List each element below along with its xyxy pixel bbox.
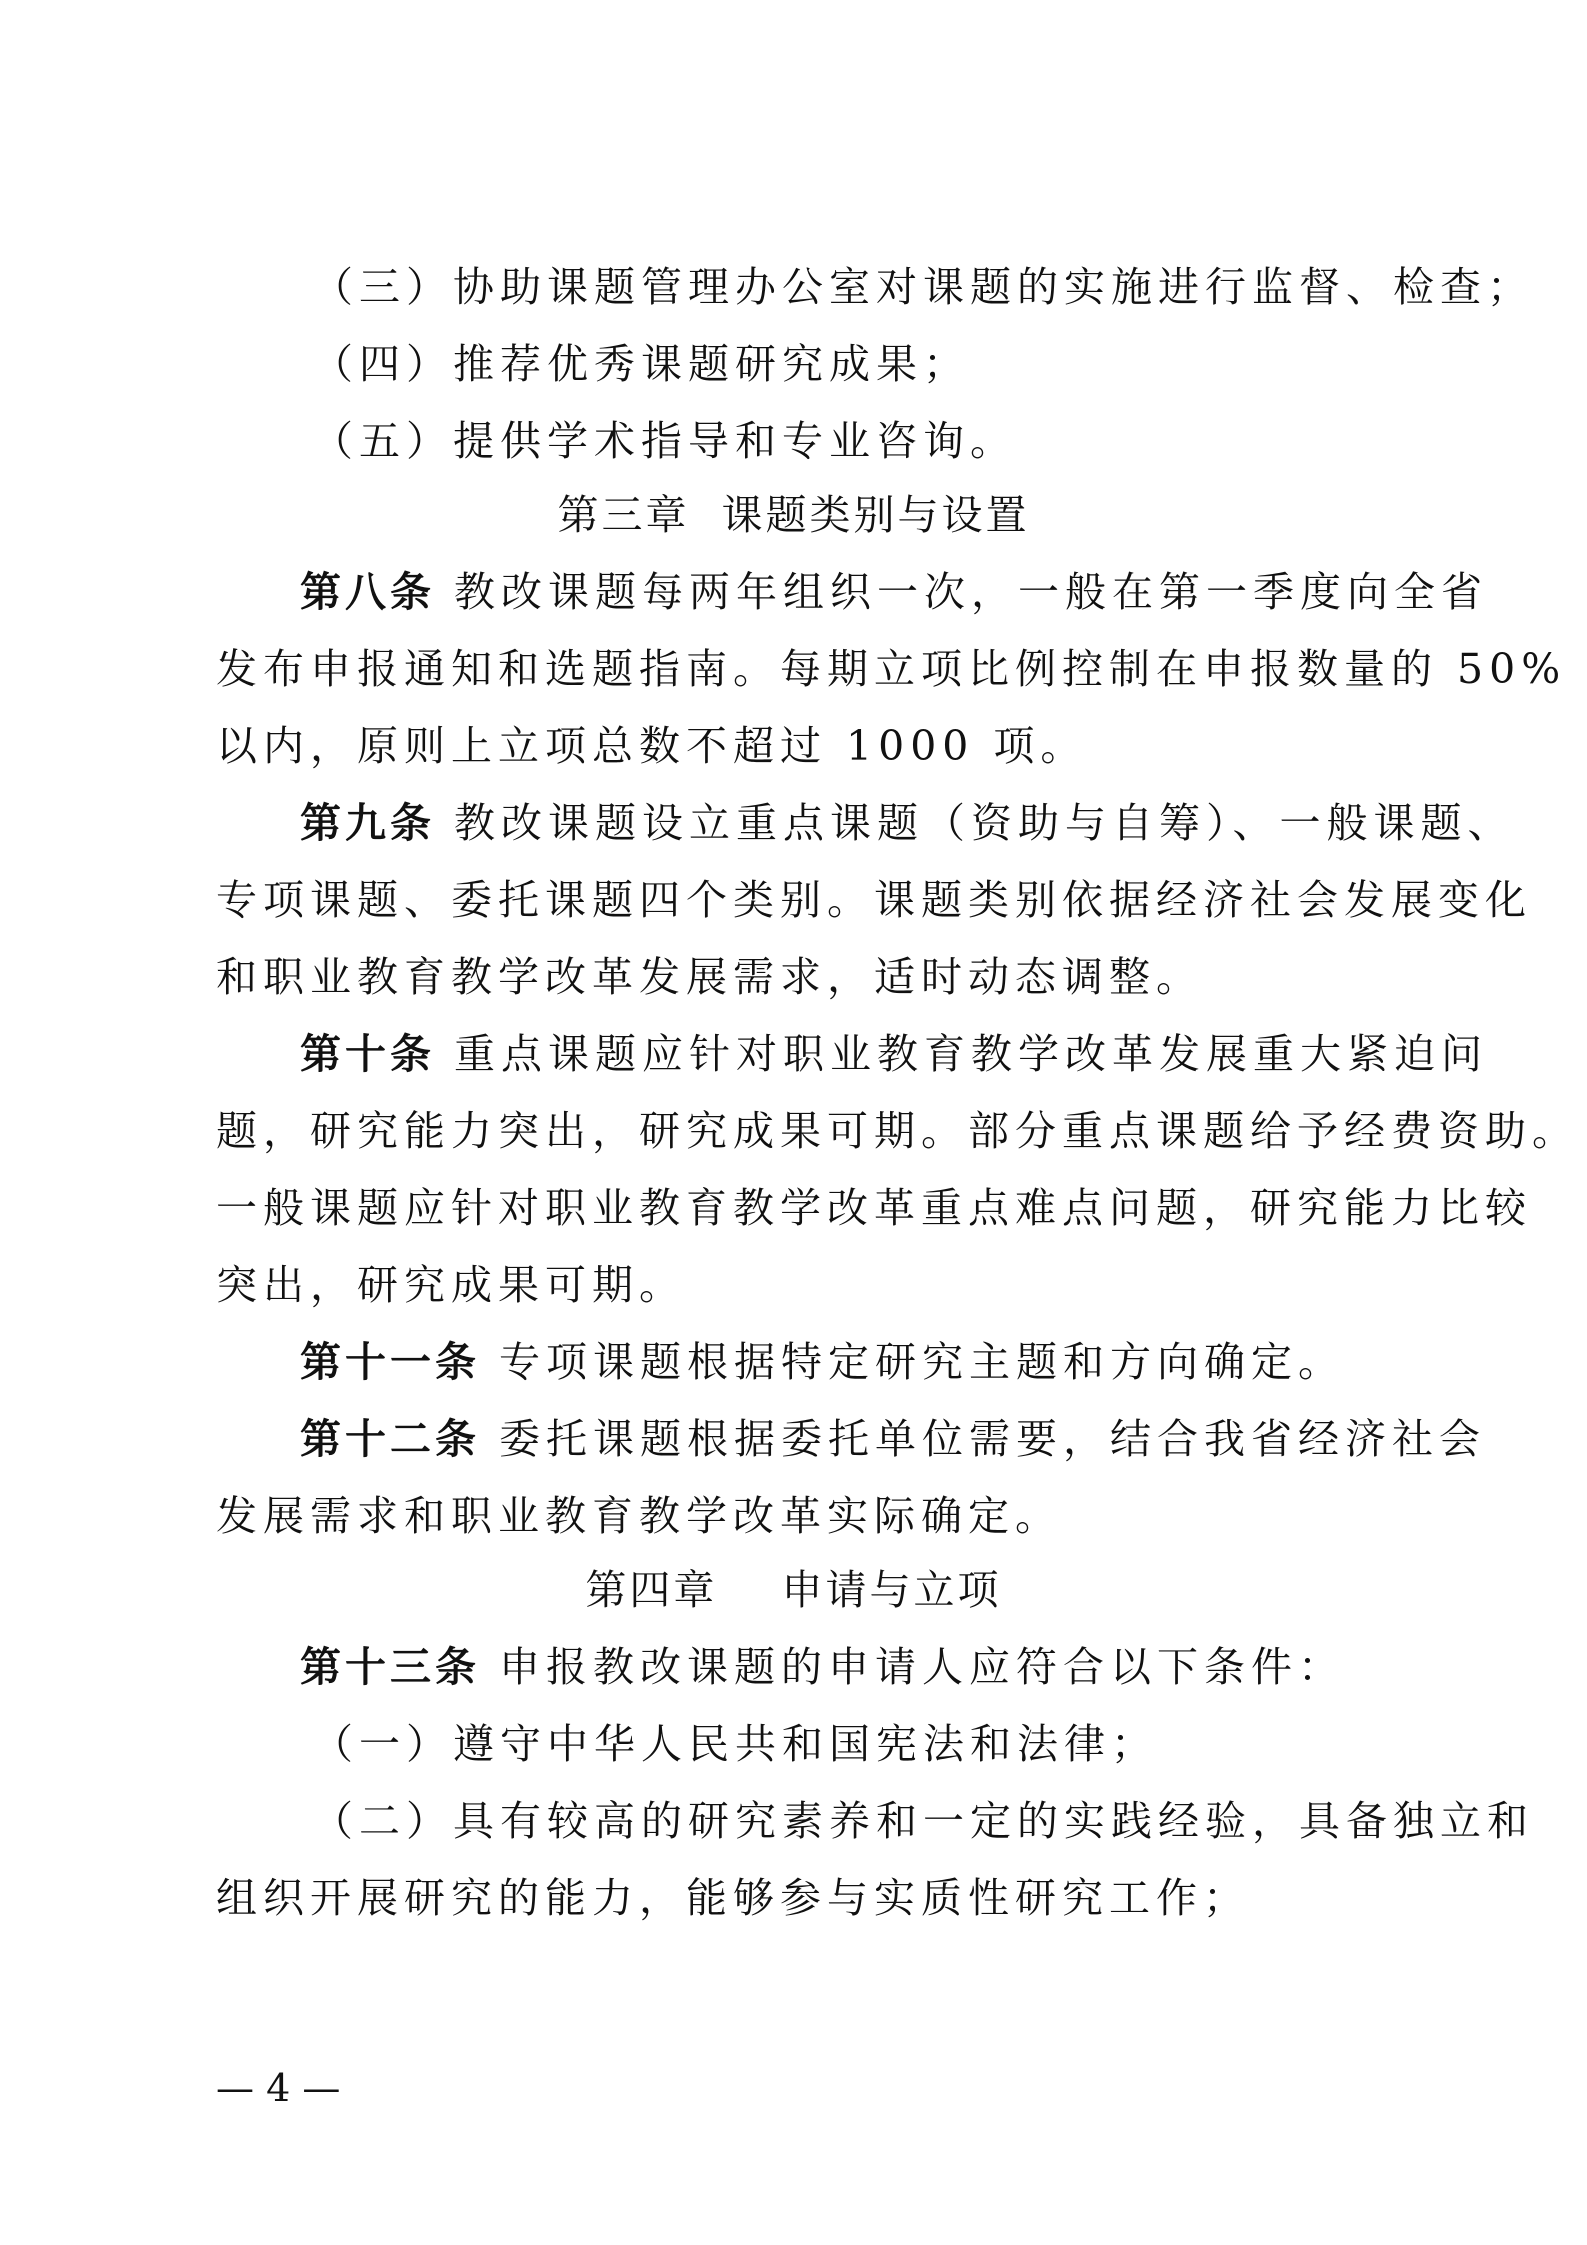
article-12-text-1: 委托课题根据委托单位需要，结合我省经济社会 <box>480 1415 1487 1463</box>
article-10-label: 第十条 <box>300 1030 435 1078</box>
article-9-line-1 <box>300 796 1515 850</box>
article-13-label: 第十三条 <box>300 1643 480 1691</box>
list-item-5: （五）提供学术指导和专业咨询。 <box>312 417 1017 465</box>
article-12-label: 第十二条 <box>300 1415 480 1463</box>
article-8-line-3: 以内，原则上立项总数不超过 1000 项。 <box>216 722 1088 770</box>
article-8-text-1: 教改课题每两年组织一次，一般在第一季度向全省 <box>435 568 1489 616</box>
article-10-line-1 <box>300 1027 1489 1081</box>
article-10-line-3: 一般课题应针对职业教育教学改革重点难点问题，研究能力比较 <box>216 1184 1532 1232</box>
condition-item-2-line-2: 组织开展研究的能力，能够参与实质性研究工作； <box>216 1874 1250 1922</box>
article-10-line-4: 突出，研究成果可期。 <box>216 1261 686 1309</box>
article-8-line-1 <box>300 565 1489 619</box>
list-item-3: （三）协助课题管理办公室对课题的实施进行监督、检查； <box>312 263 1534 311</box>
article-9-text-1: 教改课题设立重点课题（资助与自筹）、一般课题、 <box>435 799 1515 847</box>
article-12-line-2: 发展需求和职业教育教学改革实际确定。 <box>216 1492 1062 1540</box>
article-11-text-1: 专项课题根据特定研究主题和方向确定。 <box>480 1338 1346 1386</box>
article-11-label: 第十一条 <box>300 1338 480 1386</box>
chapter-4-title: 第四章 申请与立项 <box>585 1566 1002 1614</box>
article-10-text-1: 重点课题应针对职业教育教学改革发展重大紧迫问 <box>435 1030 1489 1078</box>
chapter-3-title: 第三章 课题类别与设置 <box>557 491 1030 539</box>
article-9-line-2: 专项课题、委托课题四个类别。课题类别依据经济社会发展变化 <box>216 876 1532 924</box>
condition-item-1: （一）遵守中华人民共和国宪法和法律； <box>312 1720 1158 1768</box>
article-8-line-2: 发布申报通知和选题指南。每期立项比例控制在申报数量的 50% <box>216 645 1567 693</box>
article-10-line-2: 题，研究能力突出，研究成果可期。部分重点课题给予经费资助。 <box>216 1107 1579 1155</box>
article-11-line-1 <box>300 1335 1381 1389</box>
article-12-line-1 <box>300 1412 1487 1466</box>
condition-item-2-line-1: （二）具有较高的研究素养和一定的实践经验，具备独立和 <box>312 1797 1534 1845</box>
article-9-line-3: 和职业教育教学改革发展需求，适时动态调整。 <box>216 953 1203 1001</box>
article-8-label: 第八条 <box>300 568 435 616</box>
article-9-label: 第九条 <box>300 799 435 847</box>
list-item-4: （四）推荐优秀课题研究成果； <box>312 340 970 388</box>
article-13-line-1 <box>300 1640 1381 1694</box>
page-number: — 4 — <box>216 2066 341 2110</box>
article-13-text-1: 申报教改课题的申请人应符合以下条件： <box>480 1643 1346 1691</box>
